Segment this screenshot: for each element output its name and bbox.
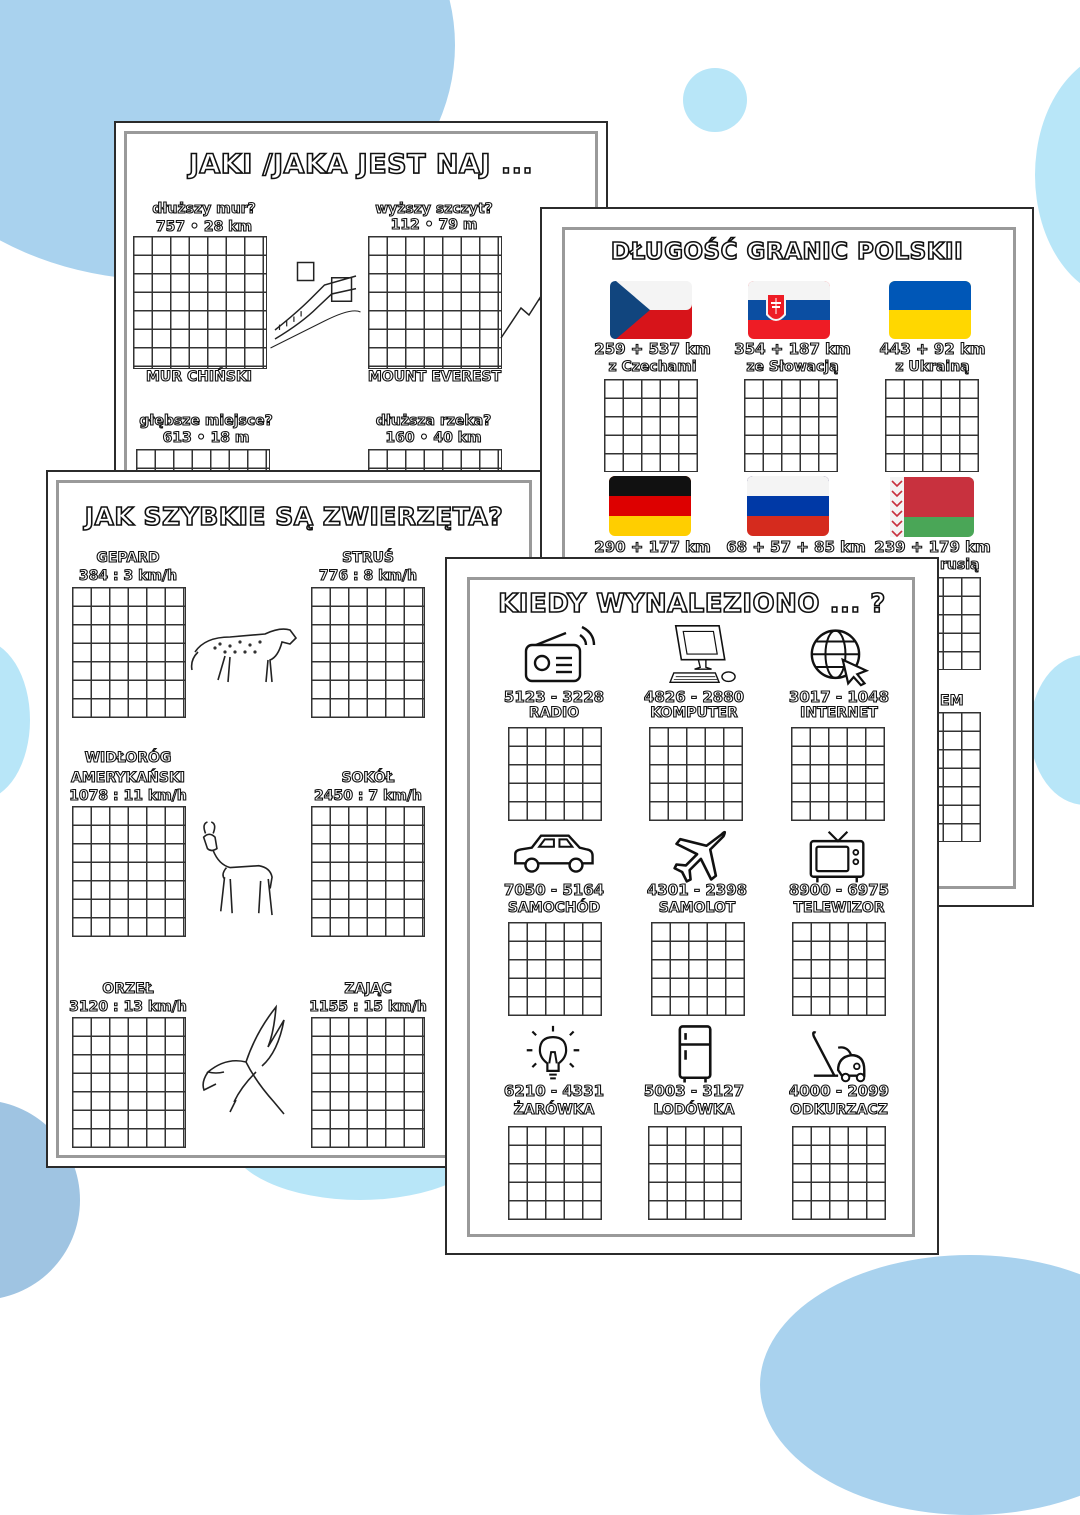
answer-grid[interactable] bbox=[648, 1126, 742, 1220]
car-icon bbox=[509, 832, 597, 878]
tv-icon bbox=[808, 829, 868, 887]
bg-circle-right bbox=[1035, 50, 1080, 300]
animal-name-label: SOKÓŁ bbox=[341, 770, 395, 786]
flag-slovakia-icon bbox=[748, 281, 830, 339]
answer-grid[interactable] bbox=[508, 922, 602, 1016]
lightbulb-icon bbox=[523, 1023, 583, 1085]
caption-label: EM bbox=[940, 693, 964, 709]
flag-czechia-icon bbox=[610, 281, 692, 339]
answer-grid[interactable] bbox=[133, 236, 267, 369]
answer-grid[interactable] bbox=[604, 379, 698, 472]
answer-grid[interactable] bbox=[311, 806, 425, 937]
equation-label: 112 • 79 m bbox=[390, 217, 478, 233]
animal-name-label: GEPARD bbox=[96, 550, 160, 566]
equation-label: 384 : 3 km/h bbox=[78, 568, 178, 584]
worksheet-kiedy bbox=[445, 557, 939, 1255]
equation-label: 3017 - 1048 bbox=[788, 688, 890, 706]
question-label: wyższy szczyt? bbox=[375, 201, 493, 217]
bg-circle-midright bbox=[1030, 655, 1080, 805]
answer-grid[interactable] bbox=[311, 587, 425, 718]
invention-name-label: INTERNET bbox=[800, 705, 878, 721]
invention-name-label: TELEWIZOR bbox=[793, 900, 885, 916]
answer-grid[interactable] bbox=[885, 379, 979, 472]
caption-label: z Czechami bbox=[608, 359, 697, 375]
caption-label: MUR CHIŃSKI bbox=[145, 369, 252, 385]
answer-grid[interactable] bbox=[311, 1017, 425, 1148]
equation-label: 5123 - 3228 bbox=[503, 688, 605, 706]
flag-ukraine-icon bbox=[889, 281, 971, 339]
invention-name-label: ŻARÓWKA bbox=[513, 1102, 595, 1118]
animal-name-label: ZAJĄC bbox=[344, 981, 392, 997]
airplane-icon bbox=[669, 827, 729, 887]
answer-grid[interactable] bbox=[792, 922, 886, 1016]
page-title: KIEDY WYNALEZIONO ... ? bbox=[498, 589, 886, 619]
equation-label: 5003 - 3127 bbox=[643, 1082, 745, 1100]
question-label: głębsze miejsce? bbox=[139, 413, 273, 429]
caption-label: MOUNT EVEREST bbox=[367, 369, 502, 385]
equation-label: 4826 - 2880 bbox=[643, 688, 745, 706]
answer-grid[interactable] bbox=[72, 1017, 186, 1148]
equation-label: 354 + 187 km bbox=[734, 340, 851, 358]
page-title: DŁUGOŚĆ GRANIC POLSKII bbox=[610, 239, 964, 265]
animal-name-label: AMERYKAŃSKI bbox=[70, 770, 186, 786]
page-title: JAK SZYBKIE SĄ ZWIERZĘTA? bbox=[84, 502, 504, 531]
flag-belarus-icon bbox=[890, 477, 974, 537]
equation-label: 3120 : 13 km/h bbox=[69, 999, 187, 1015]
animal-name-label: ORZEŁ bbox=[102, 981, 154, 997]
equation-label: 7050 - 5164 bbox=[503, 881, 605, 899]
answer-grid[interactable] bbox=[72, 587, 186, 718]
question-label: dłuższy mur? bbox=[152, 201, 256, 217]
answer-grid[interactable] bbox=[649, 727, 743, 821]
equation-label: 8900 - 6975 bbox=[788, 881, 890, 899]
equation-label: 239 + 179 km bbox=[874, 538, 991, 556]
eagle-icon bbox=[196, 1002, 286, 1122]
answer-grid[interactable] bbox=[651, 922, 745, 1016]
equation-label: 613 • 18 m bbox=[162, 430, 250, 446]
invention-name-label: SAMOCHÓD bbox=[507, 900, 601, 916]
equation-label: 259 + 537 km bbox=[594, 340, 711, 358]
animal-name-label: WIDŁORÓG bbox=[84, 750, 172, 766]
great-wall-icon bbox=[268, 258, 363, 348]
answer-grid[interactable] bbox=[744, 379, 838, 472]
flag-germany-icon bbox=[609, 476, 691, 536]
equation-label: 160 • 40 km bbox=[385, 430, 482, 446]
bg-circle-bottomright bbox=[760, 1255, 1080, 1515]
invention-name-label: SAMOLOT bbox=[658, 900, 736, 916]
bg-circle-midleft bbox=[0, 640, 30, 800]
flag-russia-icon bbox=[747, 476, 829, 536]
invention-name-label: ODKURZACZ bbox=[790, 1102, 888, 1118]
equation-label: 443 + 92 km bbox=[879, 340, 986, 358]
answer-grid[interactable] bbox=[791, 727, 885, 821]
worksheet-naj bbox=[114, 121, 608, 501]
answer-grid[interactable] bbox=[792, 1126, 886, 1220]
equation-label: 4301 - 2398 bbox=[646, 881, 748, 899]
page-title: JAKI /JAKA JEST NAJ ... bbox=[188, 149, 534, 180]
equation-label: 290 + 177 km bbox=[594, 538, 711, 556]
computer-icon bbox=[664, 622, 744, 688]
vacuum-icon bbox=[809, 1029, 871, 1085]
answer-grid[interactable] bbox=[508, 1126, 602, 1220]
equation-label: 1155 : 15 km/h bbox=[309, 999, 427, 1015]
caption-label: z Ukrainą bbox=[895, 359, 970, 375]
pronghorn-icon bbox=[190, 822, 280, 917]
equation-label: 6210 - 4331 bbox=[503, 1082, 605, 1100]
equation-label: 757 • 28 km bbox=[155, 219, 253, 235]
equation-label: 4000 - 2099 bbox=[788, 1082, 890, 1100]
invention-name-label: KOMPUTER bbox=[650, 705, 738, 721]
fridge-icon bbox=[677, 1023, 715, 1085]
equation-label: 1078 : 11 km/h bbox=[69, 788, 187, 804]
answer-grid[interactable] bbox=[368, 236, 502, 369]
animal-name-label: STRUŚ bbox=[342, 550, 394, 566]
invention-name-label: LODÓWKA bbox=[653, 1102, 735, 1118]
answer-grid[interactable] bbox=[508, 727, 602, 821]
equation-label: 68 + 57 + 85 km bbox=[726, 538, 866, 556]
bg-circle-small bbox=[683, 68, 747, 132]
invention-name-label: RADIO bbox=[528, 705, 580, 721]
question-label: dłuższa rzeka? bbox=[375, 413, 492, 429]
caption-label: ze Słowacją bbox=[746, 359, 839, 375]
internet-globe-icon bbox=[805, 627, 875, 687]
equation-label: 2450 : 7 km/h bbox=[314, 788, 422, 804]
answer-grid[interactable] bbox=[72, 806, 186, 937]
radio-icon bbox=[522, 625, 602, 685]
cheetah-icon bbox=[190, 612, 300, 692]
caption-label: rusią bbox=[940, 557, 980, 573]
equation-label: 776 : 8 km/h bbox=[318, 568, 418, 584]
